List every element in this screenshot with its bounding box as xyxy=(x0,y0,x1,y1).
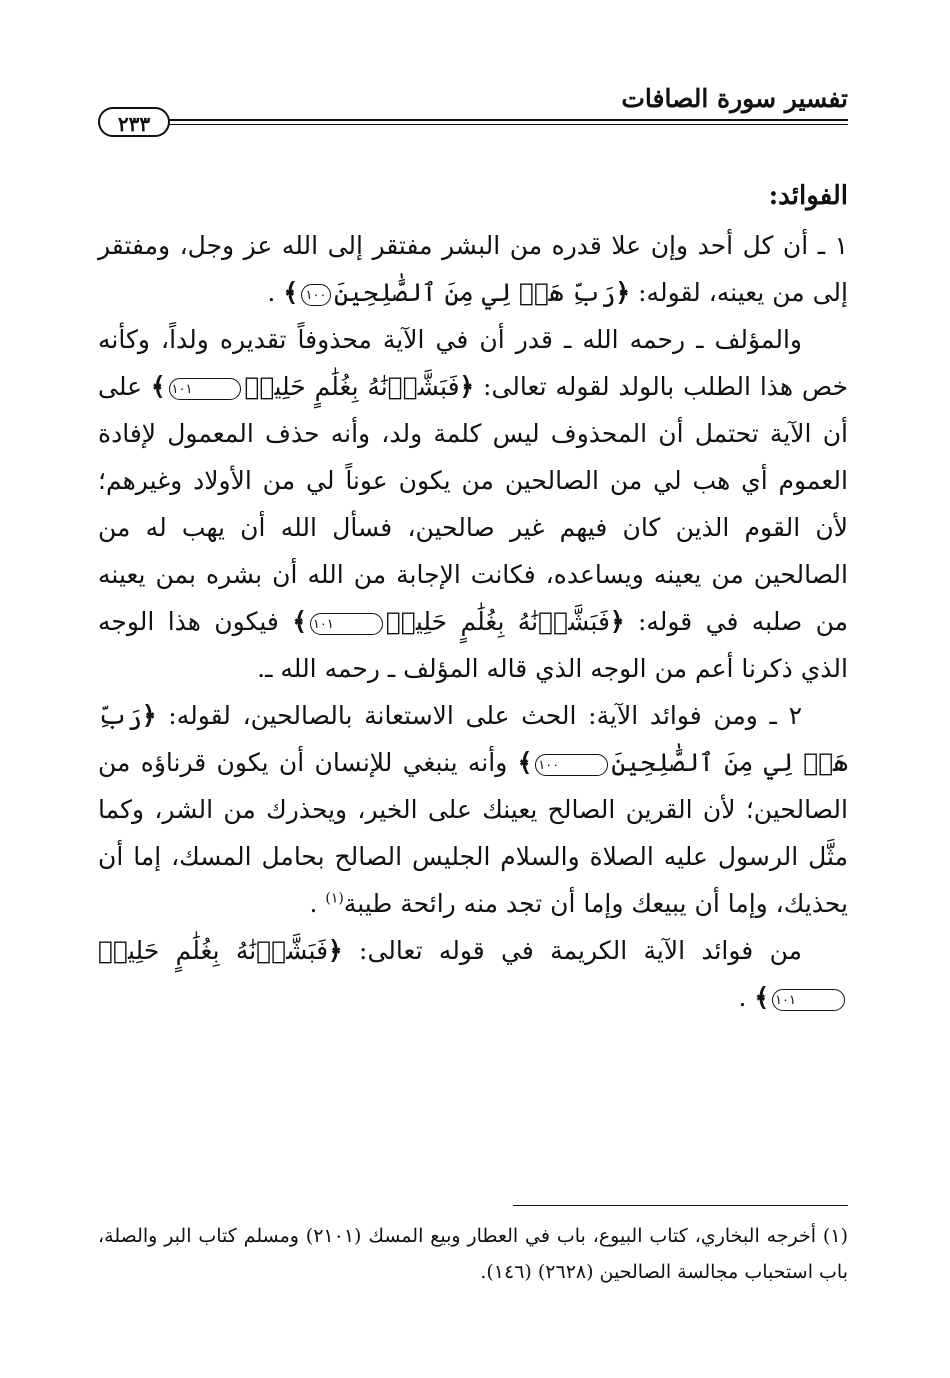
paragraph-text: . xyxy=(309,889,318,918)
footnotes xyxy=(98,1218,848,1290)
verse-number-mark: ١٠١ xyxy=(310,613,383,635)
paragraph-4 xyxy=(98,927,848,1021)
verse-text: رَبِّ هَبۡ لِي مِنَ ٱلصَّٰلِحِينَ xyxy=(98,701,848,777)
verse-text: فَبَشَّرۡنَٰهُ بِغُلَٰمٍ حَلِيمٖ xyxy=(98,936,329,965)
verse-text: رَبِّ هَبۡ لِي مِنَ ٱلصَّٰلِحِينَ xyxy=(333,278,616,307)
footnote-item xyxy=(98,1218,848,1290)
verse-number-mark: ١٠١ xyxy=(169,378,242,400)
footnote-rule xyxy=(513,1205,848,1206)
verse-number-mark: ١٠٠ xyxy=(535,754,608,776)
paragraph-text: . xyxy=(738,983,747,1012)
paragraph-text: وأنه ينبغي للإنسان أن يكون قرناؤه من الصالحين؛ لأن القرين الصالح يعينك على الخير، ويحذرك من الشر، وكما مثَّل الرسول عليه الصلاة والسلام الجليس الصالح بحامل المسك، إما أن يحذيك، وإما أن يبيعك وإما أن تجد منه رائحة طيبة xyxy=(98,748,848,918)
bracket-close: ﴾ xyxy=(283,278,298,307)
bracket-open: ﴿ xyxy=(328,936,343,965)
paragraph-text: . xyxy=(267,278,276,307)
footnote-reference[interactable]: (١) xyxy=(325,890,344,907)
section-heading: الفوائد: xyxy=(768,181,848,211)
paragraph-2 xyxy=(98,316,848,692)
footnote-marker: (١) xyxy=(822,1225,848,1247)
bracket-close: ﴾ xyxy=(150,372,166,401)
page-body xyxy=(98,174,848,1021)
paragraph-1 xyxy=(98,222,848,316)
footnote-text: أخرجه البخاري، كتاب البيوع، باب في العطار وبيع المسك (٢١٠١) ومسلم كتاب البر والصلة، باب استحباب مجالسة الصالحين (٢٦٢٨) (١٤٦). xyxy=(98,1225,848,1283)
bracket-close: ﴾ xyxy=(754,983,770,1012)
bracket-open: ﴿ xyxy=(459,372,475,401)
bracket-open: ﴿ xyxy=(615,278,631,307)
paragraph-text: والمؤلف ـ رحمه الله ـ قدر أن في الآية محذوفاً تقديره ولداً، وكأنه خص هذا الطلب بالولد لقوله تعالى: xyxy=(98,325,848,401)
paragraph-text: فيكون هذا الوجه الذي ذكرنا أعم من الوجه الذي قاله المؤلف ـ رحمه الله ـ. xyxy=(98,607,848,683)
bracket-close: ﴾ xyxy=(517,748,533,777)
paragraph-text: ٢ ـ ومن فوائد الآية: الحث على الاستعانة بالصالحين، لقوله: xyxy=(168,701,802,730)
running-header xyxy=(98,82,848,136)
bracket-close: ﴾ xyxy=(292,607,307,636)
book-page xyxy=(98,82,848,1322)
paragraph-text: ١ ـ أن كل أحد وإن علا قدره من البشر مفتقر إلى الله عز وجل، ومفتقر إلى من يعينه، لقوله: xyxy=(98,231,848,307)
quran-quote xyxy=(292,607,624,636)
header-rule xyxy=(168,119,848,121)
quran-quote xyxy=(151,372,474,401)
running-title: تفسير سورة الصافات xyxy=(621,84,848,113)
header-rule-thin xyxy=(168,124,848,125)
verse-text: فَبَشَّرۡنَٰهُ بِغُلَٰمٍ حَلِيمٖ xyxy=(385,607,610,636)
page-number: ٢٣٣ xyxy=(98,107,170,137)
bracket-open: ﴿ xyxy=(609,607,625,636)
paragraph-3 xyxy=(98,692,848,927)
paragraph-text: من فوائد الآية الكريمة في قوله تعالى: xyxy=(359,936,802,965)
paragraph-text: على أن الآية تحتمل أن المحذوف ليس كلمة ولد، وأنه حذف المعمول لإفادة العموم أي هب لي من الصالحين من يكون عوناً لي من الأولاد وغيرهم؛ لأن القوم الذين كان فيهم غير صالحين، فسأل الله أن يهب له من الصالحين من يعينه ويساعده، فكانت الإجابة من الله أن بشره بمن يعينه من صلبه في قوله: xyxy=(98,372,848,636)
verse-text: فَبَشَّرۡنَٰهُ بِغُلَٰمٍ حَلِيمٖ xyxy=(244,372,460,401)
verse-number-mark: ١٠٠ xyxy=(301,284,331,306)
bracket-open: ﴿ xyxy=(141,701,157,730)
verse-number-mark: ١٠١ xyxy=(772,989,845,1011)
quran-quote xyxy=(283,278,630,307)
